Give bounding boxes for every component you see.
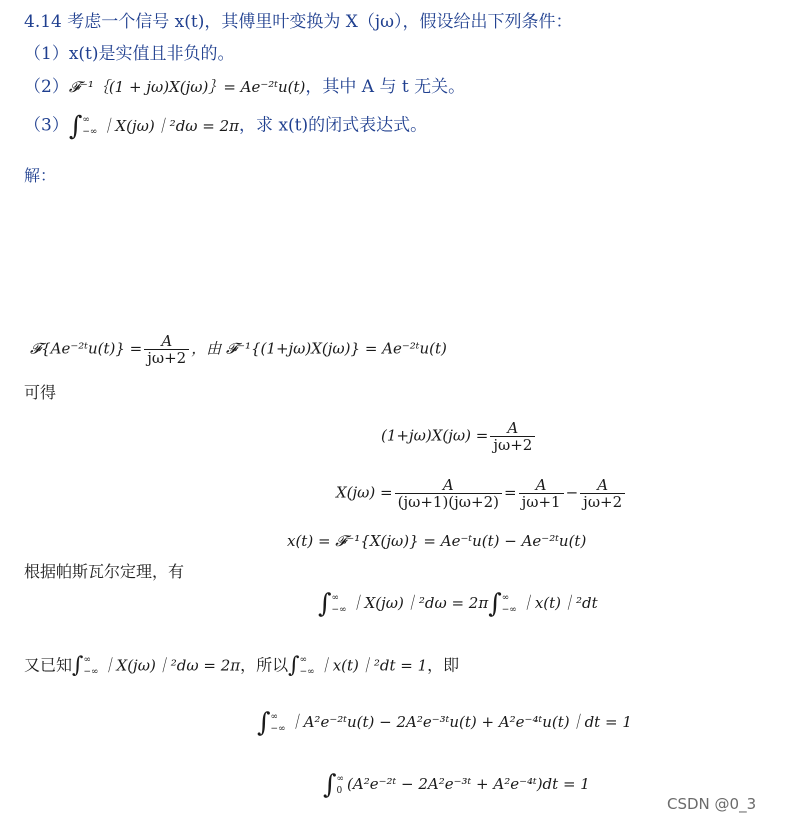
equation-7: ∫ ∞ 0 (A²e⁻²ᵗ − 2A²e⁻³ᵗ + A²e⁻⁴ᵗ)dt = 1 — [323, 770, 590, 800]
problem-line-2: （1）x(t)是实值且非负的。 — [24, 44, 235, 64]
problem-line-4-suffix: ，求 x(t)的闭式表达式。 — [239, 115, 428, 136]
equation-3: X(jω) = $\frac{A}{(j\omega+1)(j\omega+2)}$ = $\frac{A}{j\omega+1}$ − $\frac{A}{j\omega+2}$ — [336, 477, 627, 510]
integral-sign: ∫ — [68, 111, 83, 141]
problem-line-3 — [24, 77, 465, 97]
fraction: $\frac{A}{j\omega+2}$ — [144, 333, 189, 366]
parseval-text: 根据帕斯瓦尔定理，有 — [24, 562, 185, 581]
problem-line-4 — [24, 111, 428, 141]
equation-2: (1+jω)X(jω) = $\frac{A}{j\omega+2}$ — [381, 420, 537, 453]
problem-line-4-prefix: （3） — [24, 115, 69, 136]
problem-line-4-formula: ｜X(jω)｜²dω = 2π — [100, 116, 240, 135]
known-line: 又已知∫ ∞ −∞ ｜X(jω)｜²dω = 2π，所以∫ ∞ −∞ ｜x(t)｜²dt = 1，即 — [24, 653, 460, 678]
fraction: $\frac{A}{j\omega+1}$ — [519, 477, 564, 510]
fraction: $\frac{A}{(j\omega+1)(j\omega+2)}$ — [395, 477, 502, 510]
solution-label: 解： — [24, 166, 57, 185]
problem-line-3-prefix: （2） — [24, 77, 69, 97]
problem-line-1: 4.14 考虑一个信号 x(t)，其傅里叶变换为 X（jω），假设给出下列条件： — [24, 12, 573, 32]
equation-1: 𝓕{Ae⁻²ᵗu(t)} = $\frac{A}{j\omega+2}$ ，由 𝓕⁻¹{(1+jω)X(jω)} = Ae⁻²ᵗu(t) — [30, 332, 447, 367]
integral-limits: ∞ −∞ — [82, 115, 98, 137]
problem-line-3-suffix: ，其中 A 与 t 无关。 — [305, 77, 466, 97]
equation-6: ∫ ∞ −∞ ｜A²e⁻²ᵗu(t) − 2A²e⁻³ᵗu(t) + A²e⁻⁴ᵗu(t)｜dt = 1 — [257, 708, 632, 738]
equation-4: x(t) = 𝓕⁻¹{X(jω)} = Ae⁻ᵗu(t) − Ae⁻²ᵗu(t) — [287, 532, 587, 550]
kede-text: 可得 — [24, 383, 57, 402]
fraction: $\frac{A}{j\omega+2}$ — [580, 477, 625, 510]
equation-5: ∫ ∞ −∞ ｜X(jω)｜²dω = 2π∫ ∞ −∞ ｜x(t)｜²dt — [318, 589, 598, 619]
fraction: $\frac{A}{j\omega+2}$ — [490, 420, 535, 453]
watermark: CSDN @0_3 — [667, 795, 757, 813]
problem-line-3-formula: 𝓕⁻¹｛(1 + jω)X(jω)｝= Ae⁻²ᵗu(t) — [68, 78, 306, 96]
